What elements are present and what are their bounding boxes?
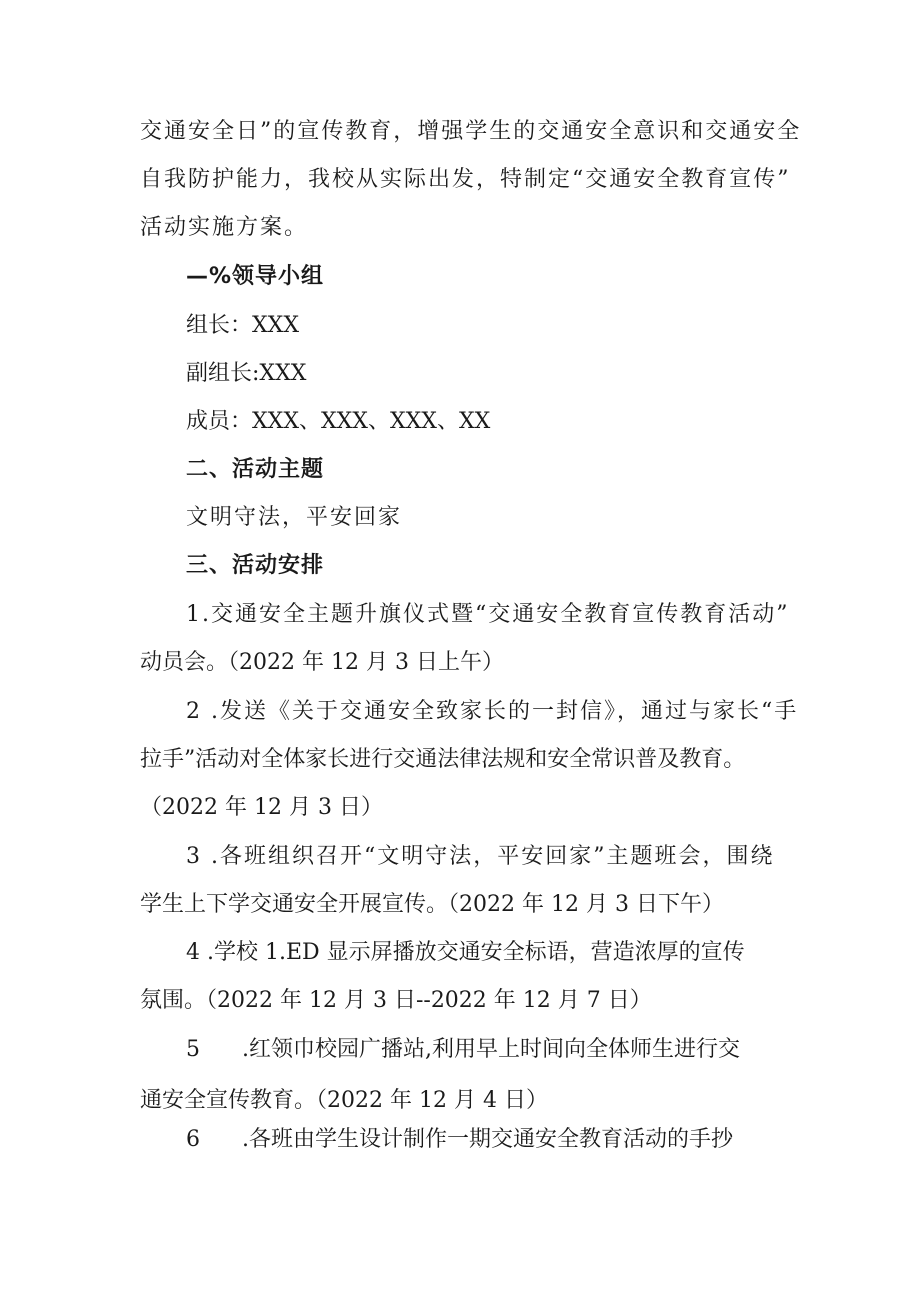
deputy-leader-line: 副组长:XXX xyxy=(186,361,307,386)
members-line: 成员：XXX、XXX、XXX、XX xyxy=(186,409,491,434)
item-2-line-1: 2 .发送《关于交通安全致家长的一封信》，通过与家长“手 xyxy=(186,699,799,724)
intro-line-3: 活动实施方案。 xyxy=(140,215,309,240)
item-5-line-2: 通安全宣传教育。（2022 年 12 月 4 日） xyxy=(140,1088,548,1113)
item-3-line-2: 学生上下学交通安全开展宣传。（2022 年 12 月 3 日下午） xyxy=(140,892,724,917)
item-1-line-1: 1.交通安全主题升旗仪式暨“交通安全教育宣传教育活动” xyxy=(186,602,790,627)
section-heading-leadership: —%领导小组 xyxy=(186,264,325,289)
theme-line: 文明守法，平安回家 xyxy=(186,505,403,530)
item-5-line-1: 5 .红领巾校园广播站,利用早上时间向全体师生进行交 xyxy=(186,1037,740,1062)
item-3-line-1: 3 .各班组织召开“文明守法，平安回家”主题班会，围绕 xyxy=(186,844,775,869)
intro-line-1: 交通安全日”的宣传教育，增强学生的交通安全意识和交通安全 xyxy=(140,119,802,144)
item-4-line-2: 氛围。（2022 年 12 月 3 日--2022 年 12 月 7 日） xyxy=(140,988,652,1013)
leader-line: 组长：XXX xyxy=(186,313,299,338)
item-2-line-2: 拉手”活动对全体家长进行交通法律法规和安全常识普及教育。 xyxy=(140,747,746,772)
item-2-line-3: （2022 年 12 月 3 日） xyxy=(140,795,383,820)
intro-line-2: 自我防护能力，我校从实际出发，特制定“交通安全教育宣传” xyxy=(140,167,791,192)
item-4-line-1: 4 .学校 1.ED 显示屏播放交通安全标语，营造浓厚的宣传 xyxy=(186,940,745,965)
item-6-line-1: 6 .各班由学生设计制作一期交通安全教育活动的手抄 xyxy=(186,1127,733,1152)
item-1-line-2: 动员会。（2022 年 12 月 3 日上午） xyxy=(140,650,504,675)
section-heading-arrangements: 三、活动安排 xyxy=(186,553,325,578)
section-heading-theme: 二、活动主题 xyxy=(186,457,325,482)
